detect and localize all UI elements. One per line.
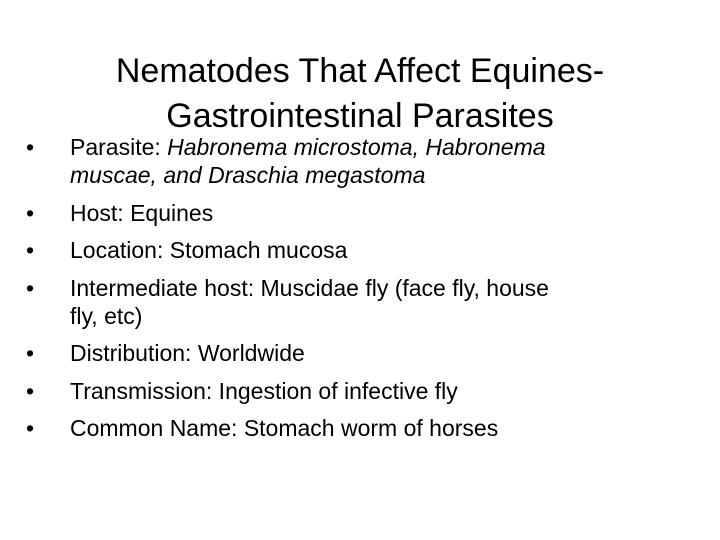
bullet-location-text: • Location: Stomach mucosa: [70, 237, 348, 263]
bullet-parasite: [26, 133, 686, 189]
bullet-intermediate-host-line-1: • Intermediate host: Muscidae fly (face fly, house: [70, 274, 549, 301]
bullet-parasite-label: Parasite:: [70, 134, 168, 160]
bullet-parasite-species-2: muscae, and Draschia megastoma: [70, 162, 426, 188]
bullet-parasite-species-1: Habronema microstoma, Habronema: [167, 134, 546, 160]
bullet-parasite-line-1: [70, 133, 686, 161]
bullet-host: [26, 199, 686, 227]
bullet-transmission: [26, 377, 686, 405]
bullet-distribution: [26, 339, 686, 367]
bullet-location: [26, 236, 686, 264]
slide-title: [40, 49, 680, 139]
bullet-distribution-text: • Distribution: Worldwide: [70, 340, 305, 366]
slide-title-line-1: Nematodes That Affect Equines-: [115, 51, 605, 90]
bullet-transmission-text: • Transmission: Ingestion of infective fly: [70, 377, 458, 404]
bullet-intermediate-host: [26, 274, 686, 330]
bullet-intermediate-host-line-2: fly, etc): [70, 302, 143, 329]
bullet-common-name-text: • Common Name: Stomach worm of horses: [70, 415, 499, 441]
bullet-list: [26, 133, 686, 452]
slide-title-line-2: Gastrointestinal Parasites: [166, 96, 554, 135]
bullet-host-text: • Host: Equines: [70, 199, 214, 226]
bullet-common-name: [26, 414, 686, 442]
